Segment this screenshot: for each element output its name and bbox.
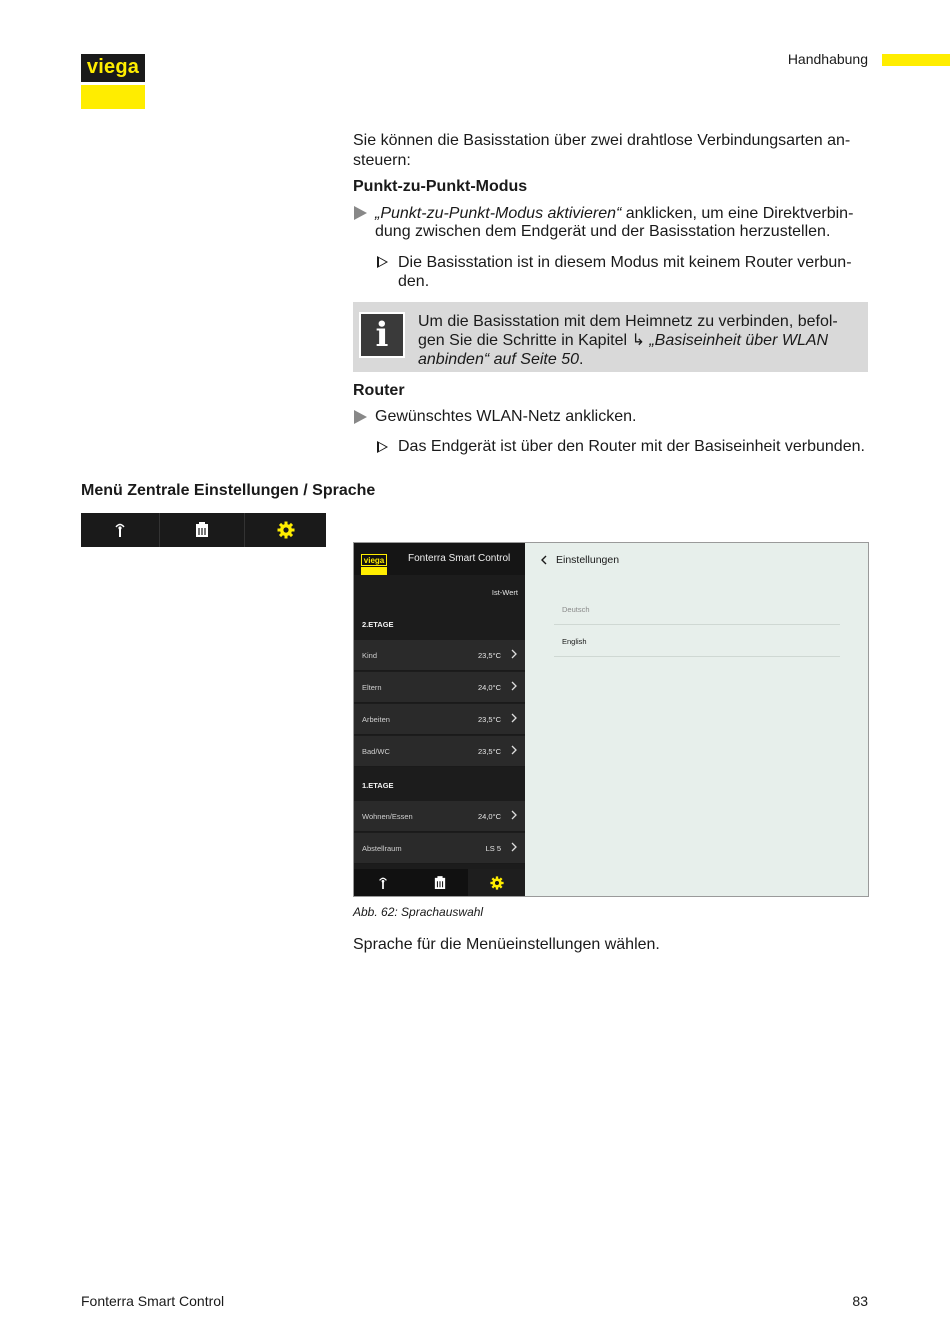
chevron-right-icon [509,840,519,854]
result-arrow-icon [377,256,388,268]
chevron-right-icon [509,679,519,693]
language-option[interactable]: English [562,637,587,646]
intro-line-2: steuern: [353,152,411,169]
app-title: Fonterra Smart Control [408,553,511,564]
info-line-1: Um die Basisstation mit dem Heimnetz zu verbinden, befol- [418,313,838,330]
chevron-left-icon[interactable] [540,554,548,566]
room-row[interactable]: Abstellraum LS 5 [354,833,525,864]
chapter-link[interactable]: „Basiseinheit über WLAN [644,332,829,349]
column-header: Ist-Wert [491,588,518,597]
router-result: Das Endgerät ist über den Router mit der Basiseinheit verbunden. [398,438,865,455]
info-line-3: anbinden“ auf Seite 50. [418,351,584,368]
router-heading: Router [353,382,405,399]
link-arrow-icon: ↳ [631,332,645,349]
p2p-step-line-1: „Punkt-zu-Punkt-Modus aktivieren“ anklicken, um eine Direktverbin- [375,205,854,222]
p2p-result-line-2: den. [398,273,430,290]
floor-label: 1.ETAGE [362,781,394,790]
room-row[interactable]: Eltern 24,0°C [354,672,525,703]
room-row[interactable]: Wohnen/Essen 24,0°C [354,801,525,832]
clipboard-icon [160,513,245,547]
p2p-result-line-1: Die Basisstation ist in diesem Modus mit keinem Router verbun- [398,254,852,271]
info-line-2: gen Sie die Schritte in Kapitel ↳ „Basiseinheit über WLAN [418,332,829,349]
chevron-right-icon [509,808,519,822]
room-row[interactable]: Arbeiten 23,5°C [354,704,525,735]
clipboard-icon[interactable] [411,869,468,896]
menu-heading: Menü Zentrale Einstellungen / Sprache [81,482,376,499]
step-arrow-icon [354,410,367,424]
room-row[interactable]: Kind 23,5°C [354,640,525,671]
app-screenshot [353,542,869,897]
divider [554,656,840,657]
viega-logo [81,54,145,109]
chevron-right-icon [509,647,519,661]
section-title: Handhabung [787,51,868,67]
result-arrow-icon [377,441,388,453]
p2p-step-line-2: dung zwischen dem Endgerät und der Basisstation herzustellen. [375,223,831,240]
p2p-heading: Punkt-zu-Punkt-Modus [353,178,528,195]
room-sidebar [354,543,525,896]
chevron-right-icon [509,743,519,757]
intro-line-1: Sie können die Basisstation über zwei drahtlose Verbindungsarten an- [353,132,851,149]
step-arrow-icon [354,206,367,220]
gear-icon[interactable] [468,869,525,896]
figure-caption: Abb. 62: Sprachauswahl [353,905,484,919]
footer-product: Fonterra Smart Control [81,1293,225,1309]
info-icon: i [359,312,405,358]
router-step: Gewünschtes WLAN-Netz anklicken. [375,408,637,425]
room-row[interactable]: Bad/WC 23,5°C [354,736,525,767]
info-box [353,302,868,372]
app-logo: viega [361,554,387,575]
menu-nav-bar [81,513,326,547]
logo-text: viega [86,55,140,78]
app-footer-nav [354,869,525,896]
settings-back-label[interactable]: Einstellungen [556,554,620,566]
language-option[interactable]: Deutsch [562,605,590,614]
closing-text: Sprache für die Menüeinstellungen wählen. [353,936,660,953]
page-number: 83 [852,1293,868,1309]
divider [554,624,840,625]
antenna-icon [81,513,160,547]
antenna-icon[interactable] [354,869,411,896]
app-header [354,543,525,575]
chevron-right-icon [509,711,519,725]
gear-icon [245,513,326,547]
floor-label: 2.ETAGE [362,620,394,629]
section-marker [882,54,950,66]
